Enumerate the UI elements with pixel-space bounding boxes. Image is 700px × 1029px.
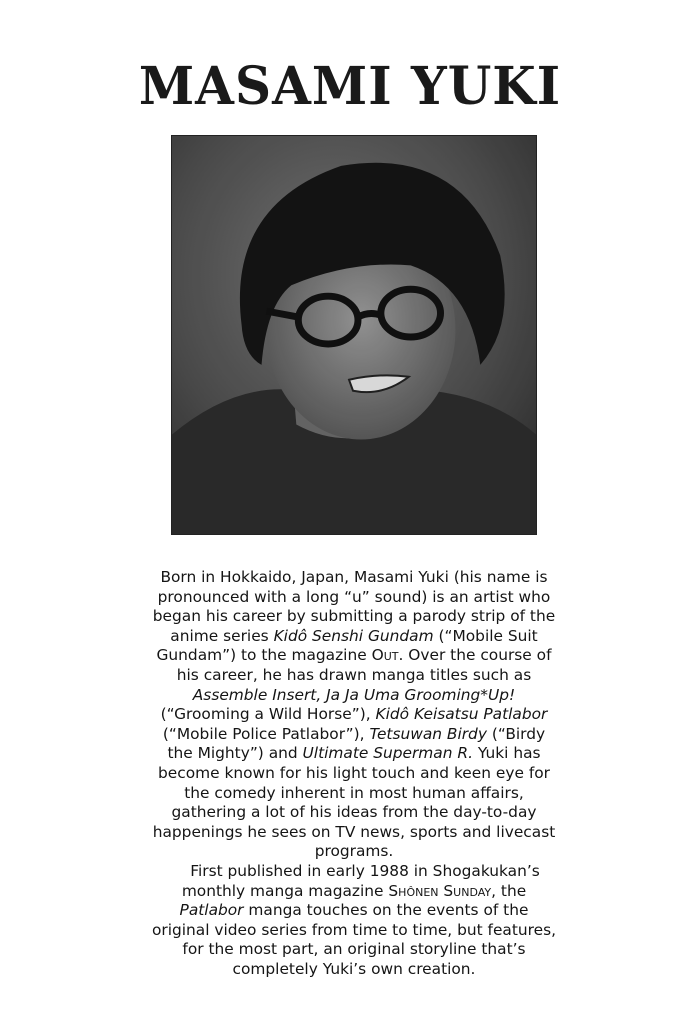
bio-paragraph-2	[150, 862, 558, 980]
bio-title-italic: Patlabor	[179, 901, 244, 920]
bio-title-italic: Tetsuwan Birdy	[369, 724, 487, 743]
bio-text: Born in Hokkaido, Japan, Masami Yuki (his name is pronounced with a long “u” sound) is an artist who began his career by submitting a parody strip of the anime series	[152, 568, 556, 645]
bio-text: manga touches on the events of the original video series from time to time, but features, for the most part, an original storyline that’s completely Yuki’s own creation.	[151, 901, 557, 978]
bio-text: First published in early 1988 in Shogakukan’s monthly manga magazine	[181, 861, 540, 900]
bio-title-italic: Kidô Senshi Gundam	[273, 626, 434, 645]
bio-text: , the	[491, 881, 527, 900]
bio-text: . Over the course of his career, he has drawn manga titles such as	[176, 646, 552, 684]
bio-title-italic: Kidô Keisatsu Patlabor	[375, 705, 548, 724]
bio-text: (“Grooming a Wild Horse”),	[160, 705, 376, 724]
bio-text: (“Mobile Police Patlabor”),	[162, 724, 370, 743]
author-portrait-photo	[171, 135, 537, 535]
magazine-name: Shônen Sunday	[388, 881, 492, 900]
bio-text: Yuki has become known for his light touch and keen eye for the comedy inherent in most human affairs, gathering a lot of his ideas from the day-to-day happenings he sees on TV news, sports and livecast programs.	[152, 744, 556, 861]
bio-title-italic: Assemble Insert, Ja Ja Uma Grooming*Up!	[192, 685, 516, 704]
bio-paragraph-1	[150, 568, 558, 862]
author-biography	[150, 568, 558, 979]
bio-text: (“Birdy the Mighty”) and	[167, 724, 546, 763]
bio-title-italic: Ultimate Superman R.	[302, 744, 473, 763]
portrait-illustration	[172, 136, 536, 534]
magazine-name: Out	[371, 646, 399, 665]
page-title: MASAMI YUKI	[138, 54, 562, 117]
bio-text: (“Mobile Suit Gundam”) to the magazine	[156, 626, 538, 665]
